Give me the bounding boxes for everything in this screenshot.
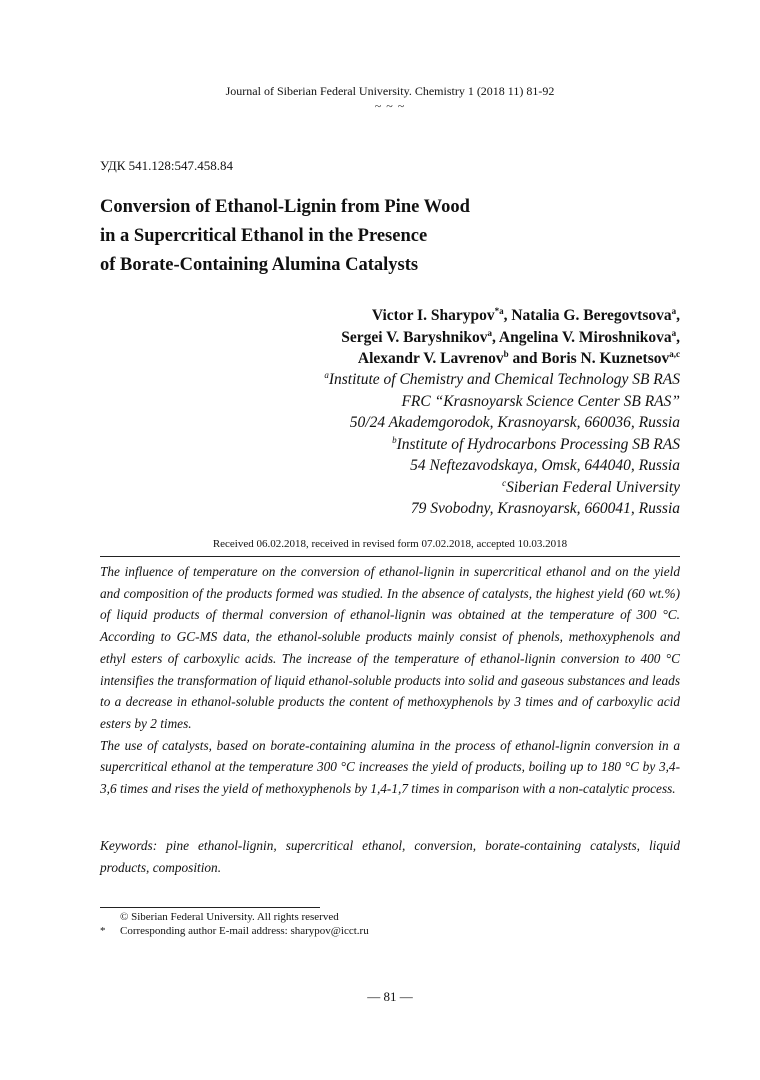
author-beregovtsova: Natalia G. Beregovtsova <box>511 307 672 324</box>
affil-c-line-2: 79 Svobodny, Krasnoyarsk, 660041, Russia <box>410 500 680 517</box>
header-ornament: ~ ~ ~ <box>374 99 406 113</box>
title-line-1: Conversion of Ethanol-Lignin from Pine Wood <box>100 197 470 217</box>
copyright-text: © Siberian Federal University. All rights reserved <box>120 911 339 923</box>
affil-b-line-1 <box>324 434 680 456</box>
journal-header: Journal of Siberian Federal University. Chemistry 1 (2018 11) 81-92 <box>225 84 555 98</box>
affil-mark: b <box>392 434 397 445</box>
title-line-3: of Borate-Containing Alumina Catalysts <box>100 255 419 275</box>
keywords: Keywords: pine ethanol-lignin, supercritical ethanol, conversion, borate-containing catalysts, liquid products, composition. <box>100 838 680 875</box>
footnote-mark <box>100 910 120 924</box>
author-sup: b <box>503 348 509 359</box>
abstract-paragraph-2: The use of catalysts, based on borate-containing alumina in the process of ethanol-lignin conversion in a supercritical ethanol at the temperature 300 °C increases the yield of products, boiling up to 180 °C by 3,4-3,6 times and rises the yield of methoxyphenols by 1,4-1,7 times in comparison with a non-catalytic process. <box>100 737 680 797</box>
footnote-mark: * <box>100 925 106 937</box>
author-list <box>341 305 680 370</box>
author-sup: a <box>487 327 493 338</box>
author-sup: a <box>671 327 677 338</box>
abstract <box>100 561 680 800</box>
affil-mark: a <box>324 369 329 380</box>
affil-a-line-3: 50/24 Akademgorodok, Krasnoyarsk, 660036, Russia <box>349 414 680 431</box>
footnote-corresponding <box>100 924 369 938</box>
divider-line <box>100 556 680 557</box>
affil-a-line-2: FRC “Krasnoyarsk Science Center SB RAS” <box>401 392 680 410</box>
authors-line-2: Sergei V. Baryshnikov$^a$, Angelina V. Miroshnikova$^a$, <box>341 327 680 346</box>
paper-title <box>100 193 470 280</box>
author-and: and <box>512 350 538 367</box>
footnote-copyright <box>100 910 369 924</box>
author-lavrenov: Alexandr V. Lavrenov <box>357 350 504 367</box>
footnotes <box>100 910 369 938</box>
author-sup: a,c <box>669 348 680 359</box>
udc-code: УДК 541.128:547.458.84 <box>100 158 234 173</box>
abstract-paragraph-1: The influence of temperature on the conversion of ethanol-lignin in supercritical ethanol and on the yield and composition of the products formed was studied. In the absence of catalysts, the highest yield (60 wt.%) of liquid products of thermal conversion of ethanol-lignin was obtained at the temperature of 300 °C. According to GC-MS data, the ethanol-soluble products mainly consist of phenols, methoxyphenols and ethyl esters of carboxylic acids. The increase of the temperature of ethanol-lignin conversion to 400 °C intensifies the transformation of liquid ethanol-soluble products into solid and gaseous substances and leads to a decrease in ethanol-soluble products the content of methoxyphenols by 3 times and of carboxylic acid esters by 2 times. <box>100 564 680 731</box>
title-line-2: in a Supercritical Ethanol in the Presence <box>100 226 428 246</box>
authors-line-3 <box>341 348 680 370</box>
affil-mark: c <box>502 477 507 488</box>
author-sup: *a <box>494 305 504 316</box>
author-sup: a <box>671 305 677 316</box>
author-kuznetsov: Boris N. Kuznetsov <box>541 350 670 367</box>
affil-a-name: Institute of Chemistry and Chemical Technology SB RAS <box>328 371 680 388</box>
author-baryshnikov: Sergei V. Baryshnikov <box>341 328 488 346</box>
page-number: — 81 — <box>367 989 413 1004</box>
affil-c-name: Siberian Federal University <box>506 478 680 496</box>
footnote-divider <box>100 907 320 908</box>
affil-b-line-2: 54 Neftezavodskaya, Omsk, 644040, Russia <box>410 457 680 474</box>
authors-line-1: Victor I. Sharypov$^{*a}$, Natalia G. Beregovtsova$^a$, <box>371 305 680 324</box>
affil-b-name: Institute of Hydrocarbons Processing SB RAS <box>396 435 680 453</box>
corresponding-author-text: Corresponding author E-mail address: sharypov@icct.ru <box>120 925 369 937</box>
author-sharypov: Victor I. Sharypov <box>371 307 495 324</box>
received-dates: Received 06.02.2018, received in revised form 07.02.2018, accepted 10.03.2018 <box>212 538 568 550</box>
affil-c-line-1 <box>324 477 680 499</box>
affiliations <box>324 369 680 520</box>
affil-a-line-1 <box>324 369 680 391</box>
author-miroshnikova: Angelina V. Miroshnikova <box>498 328 672 346</box>
